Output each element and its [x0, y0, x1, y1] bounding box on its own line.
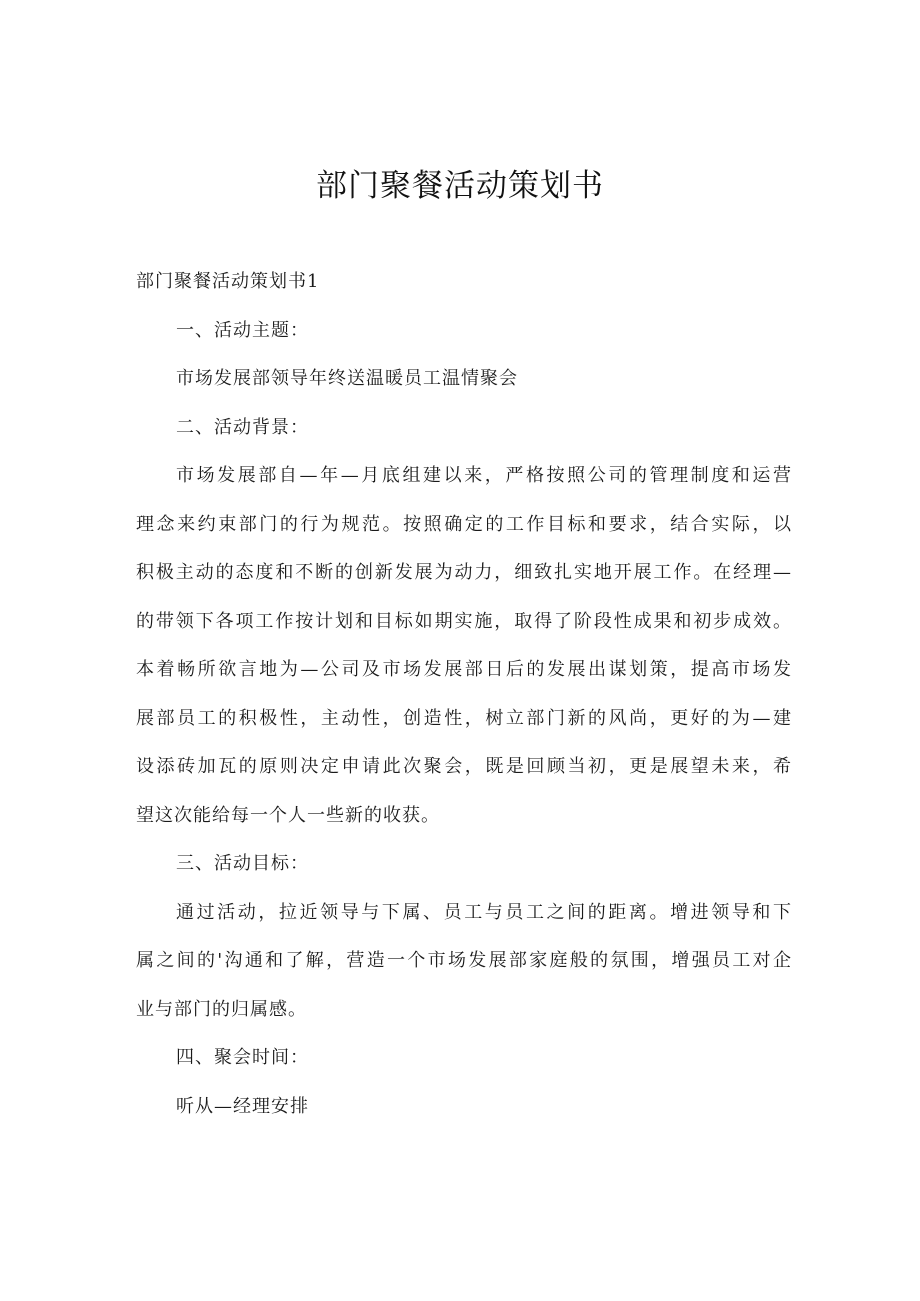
background-line: 设添砖加瓦的原则决定申请此次聚会，既是回顾当初，更是展望未来，希 [136, 756, 792, 777]
background-line: 本着畅所欲言地为—公司及市场发展部日后的发展出谋划策，提高市场发 [136, 659, 792, 680]
section-heading-theme: 一、活动主题： [176, 319, 309, 341]
goal-line: 通过活动，拉近领导与下属、员工与员工之间的距离。增进领导和下 [176, 901, 792, 923]
goal-line: 属之间的'沟通和了解，营造一个市场发展部家庭般的氛围，增强员工对企 [136, 950, 792, 971]
background-line: 展部员工的积极性，主动性，创造性，树立部门新的风尚，更好的为—建 [136, 707, 792, 729]
background-line: 望这次能给每一个人一些新的收获。 [136, 804, 440, 826]
section-heading-goal: 三、活动目标： [176, 853, 309, 874]
background-line: 积极主动的态度和不断的创新发展为动力，细致扎实地开展工作。在经理— [136, 562, 792, 583]
section-heading-background: 二、活动背景： [176, 416, 309, 438]
section-heading-time: 四、聚会时间： [176, 1047, 309, 1068]
document-title: 部门聚餐活动策划书 [316, 168, 604, 204]
document-body [136, 258, 792, 1131]
background-line: 理念来约束部门的行为规范。按照确定的工作目标和要求，结合实际，以 [136, 513, 792, 535]
background-line: 市场发展部自—年—月底组建以来，严格按照公司的管理制度和运营 [176, 465, 792, 486]
background-line: 的带领下各项工作按计划和目标如期实施，取得了阶段性成果和初步成效。 [136, 610, 792, 632]
time-text: 听从—经理安排 [176, 1095, 309, 1117]
theme-text: 市场发展部领导年终送温暖员工温情聚会 [176, 368, 518, 389]
document-subtitle: 部门聚餐活动策划书1 [136, 271, 320, 292]
goal-line: 业与部门的归属感。 [136, 998, 307, 1020]
